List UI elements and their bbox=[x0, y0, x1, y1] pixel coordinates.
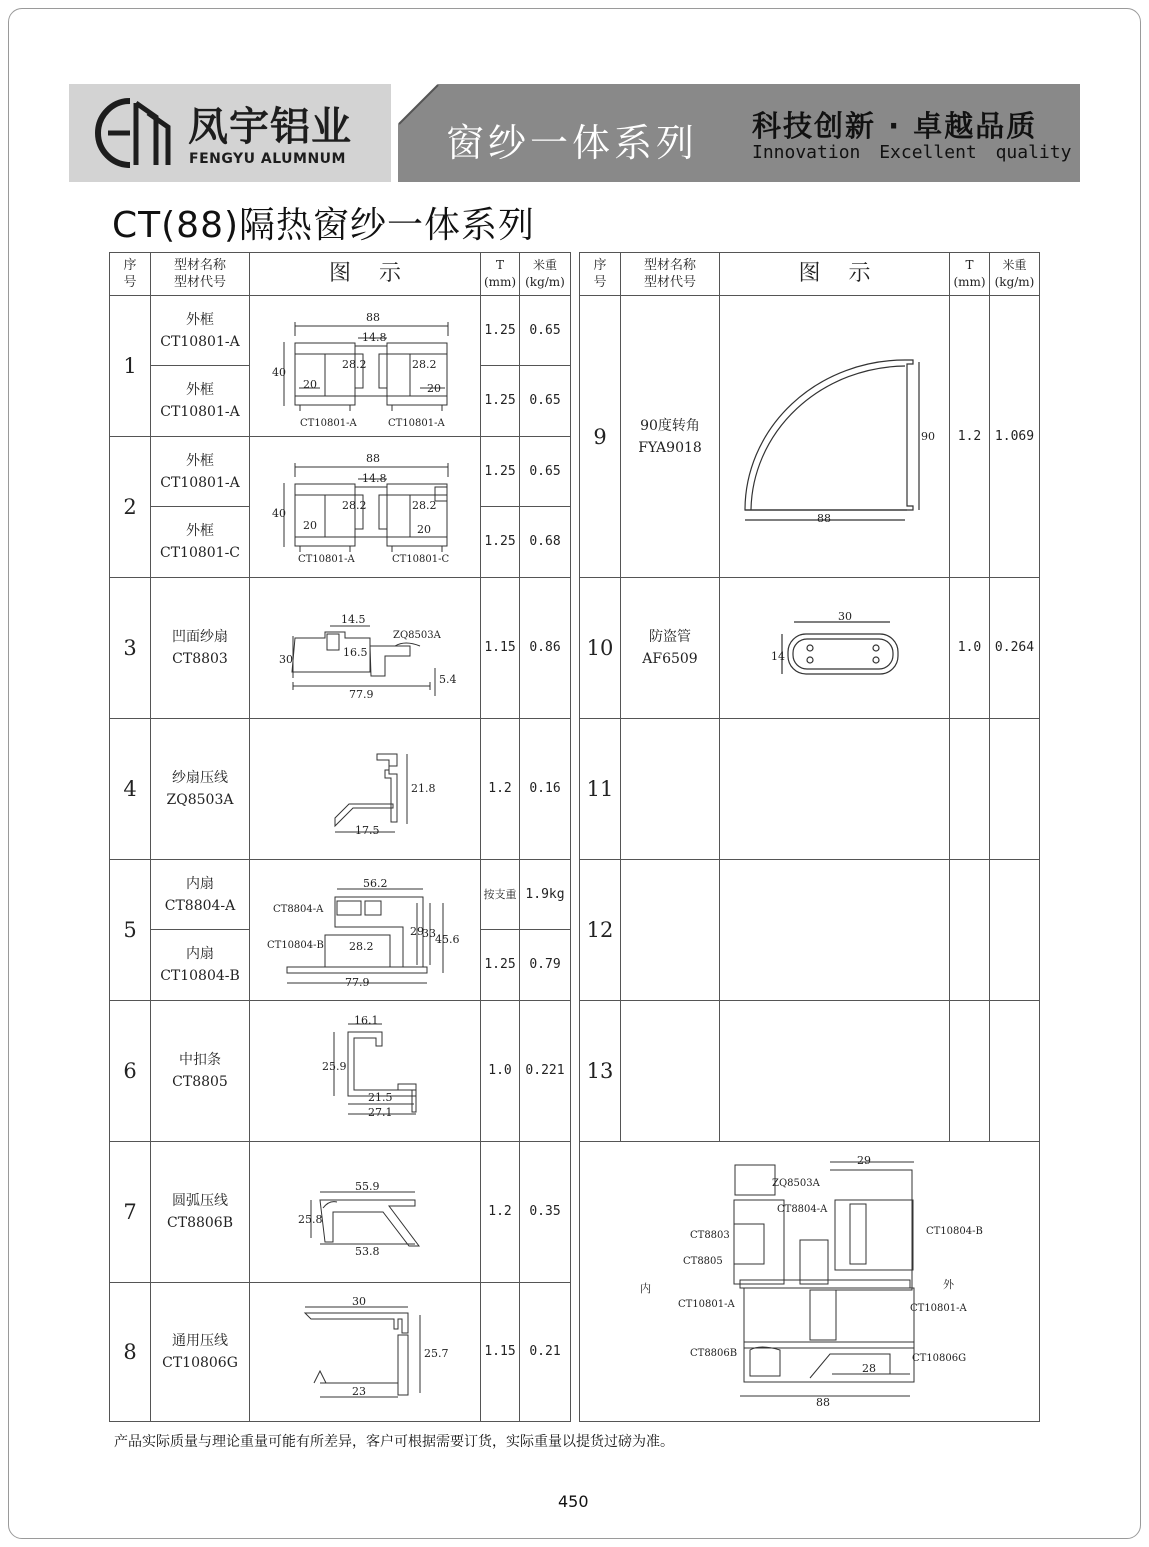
weight-value: 0.65 bbox=[520, 366, 570, 437]
profile-name: 外框 bbox=[186, 382, 214, 398]
dim-label: 28.2 bbox=[342, 499, 367, 512]
row-seq: 4 bbox=[110, 719, 151, 860]
profile-name-cell bbox=[621, 296, 720, 578]
profile-name-cell bbox=[151, 1142, 250, 1283]
profile-label: CT10804-B bbox=[267, 940, 324, 951]
dim-label: 20 bbox=[303, 378, 317, 391]
weight-value: 0.79 bbox=[520, 930, 570, 1001]
dim-label: 5.4 bbox=[439, 673, 457, 686]
profile-code: CT10804-B bbox=[160, 968, 240, 984]
dim-label: 27.1 bbox=[368, 1106, 393, 1119]
weight-value: 1.9kg bbox=[520, 860, 570, 930]
profile-name: 通用压线 bbox=[172, 1333, 228, 1349]
dim-label: 25.9 bbox=[322, 1060, 347, 1073]
profile-code: CT8805 bbox=[172, 1074, 228, 1090]
dim-label: 88 bbox=[366, 311, 380, 324]
page-title: CT(88)隔热窗纱一体系列 bbox=[112, 205, 536, 246]
dim-label: 21.8 bbox=[411, 782, 436, 795]
dim-label: 55.9 bbox=[355, 1180, 380, 1193]
thickness-value: 1.15 bbox=[481, 578, 520, 719]
profile-name-cell bbox=[151, 578, 250, 719]
figure-ct8806b bbox=[295, 1178, 435, 1258]
dim-label: 28.2 bbox=[349, 940, 374, 953]
assembly-label: CT8804-A bbox=[777, 1204, 828, 1215]
row-seq: 2 bbox=[110, 437, 151, 578]
profile-name-cell bbox=[151, 437, 250, 507]
assembly-label: CT8806B bbox=[690, 1348, 738, 1359]
profile-name: 外框 bbox=[186, 452, 214, 469]
profile-name: 90度转角 bbox=[640, 417, 700, 434]
thickness-value: 1.2 bbox=[481, 719, 520, 860]
weight-value: 0.221 bbox=[520, 1001, 570, 1142]
row-seq: 9 bbox=[580, 296, 621, 578]
brand-logo-icon bbox=[100, 97, 174, 169]
assembly-label: CT10806G bbox=[912, 1353, 967, 1364]
row-seq: 11 bbox=[580, 719, 621, 860]
profile-code: CT10801-C bbox=[159, 545, 241, 561]
profile-name: 内扇 bbox=[186, 946, 214, 962]
figure-af6509 bbox=[768, 608, 908, 690]
slogan-cn: 科技创新 · 卓越品质 bbox=[752, 109, 1038, 143]
row-seq: 8 bbox=[110, 1283, 151, 1421]
dim-label: 45.6 bbox=[435, 933, 460, 946]
header-figure: 图 示 bbox=[250, 253, 481, 296]
profile-name: 中扣条 bbox=[179, 1052, 221, 1068]
weight-value: 1.069 bbox=[990, 296, 1039, 578]
profile-name: 凹面纱扇 bbox=[172, 629, 228, 645]
header-figure: 图 示 bbox=[720, 253, 950, 296]
page-number: 450 bbox=[558, 1492, 589, 1511]
thickness-value: 1.25 bbox=[481, 437, 520, 507]
figure-cell bbox=[720, 860, 950, 1001]
header-weight: 米重 (kg/m) bbox=[520, 253, 570, 296]
profile-name-cell bbox=[621, 719, 720, 860]
profile-label: CT8804-A bbox=[273, 904, 324, 915]
profile-label: CT10801-A bbox=[300, 418, 357, 429]
profile-code: CT10801-A bbox=[160, 474, 240, 491]
profile-name-cell bbox=[151, 366, 250, 437]
header-thickness: T (mm) bbox=[950, 253, 990, 296]
thickness-value: 1.2 bbox=[950, 296, 990, 578]
figure-zq8503a bbox=[325, 748, 435, 840]
weight-value bbox=[990, 719, 1039, 860]
dim-label: 16.5 bbox=[343, 646, 368, 659]
dim-label: 40 bbox=[272, 507, 286, 520]
weight-value: 0.65 bbox=[520, 296, 570, 366]
thickness-value: 按支重 bbox=[481, 860, 520, 930]
profile-code: FYA9018 bbox=[638, 439, 702, 456]
profile-name: 纱扇压线 bbox=[172, 770, 228, 786]
assembly-side-in: 内 bbox=[640, 1282, 651, 1295]
profile-name: 外框 bbox=[186, 523, 214, 539]
thickness-value bbox=[950, 860, 990, 1001]
dim-label: 40 bbox=[272, 366, 286, 379]
weight-value: 0.65 bbox=[520, 437, 570, 507]
dim-label: 28.2 bbox=[412, 499, 437, 512]
thickness-value bbox=[950, 1001, 990, 1142]
header-weight: 米重 (kg/m) bbox=[990, 253, 1039, 296]
profile-code: AF6509 bbox=[642, 651, 698, 667]
profile-label: ZQ8503A bbox=[393, 630, 441, 641]
brand-name-cn: 凤宇铝业 bbox=[188, 104, 352, 150]
profile-name-cell bbox=[151, 860, 250, 930]
thickness-value bbox=[950, 719, 990, 860]
profile-label: CT10801-C bbox=[392, 554, 450, 565]
dim-label: 29 bbox=[857, 1154, 871, 1167]
dim-label: 30 bbox=[352, 1295, 366, 1308]
header-thickness: T (mm) bbox=[481, 253, 520, 296]
dim-label: 33 bbox=[422, 927, 436, 940]
header-name: 型材名称 型材代号 bbox=[621, 253, 720, 296]
profile-label: CT10801-A bbox=[388, 418, 445, 429]
thickness-value: 1.25 bbox=[481, 296, 520, 366]
weight-value: 0.68 bbox=[520, 507, 570, 578]
figure-assembly-section bbox=[630, 1150, 1010, 1408]
row-seq: 7 bbox=[110, 1142, 151, 1283]
header-name: 型材名称 型材代号 bbox=[151, 253, 250, 296]
profile-name-cell bbox=[151, 719, 250, 860]
profile-name-cell bbox=[151, 296, 250, 366]
weight-value: 0.264 bbox=[990, 578, 1039, 719]
dim-label: 90 bbox=[921, 430, 935, 443]
profile-code: CT8804-A bbox=[164, 897, 236, 914]
weight-value bbox=[990, 1001, 1039, 1142]
assembly-label: CT8803 bbox=[690, 1230, 730, 1241]
dim-label: 28.2 bbox=[342, 358, 367, 371]
dim-label: 20 bbox=[303, 519, 317, 532]
profile-code: CT8806B bbox=[167, 1215, 233, 1231]
row-seq: 13 bbox=[580, 1001, 621, 1142]
weight-value bbox=[990, 860, 1039, 1001]
profile-name: 圆弧压线 bbox=[172, 1193, 228, 1209]
thickness-value: 1.25 bbox=[481, 366, 520, 437]
dim-label: 88 bbox=[817, 512, 831, 525]
dim-label: 25.8 bbox=[298, 1213, 323, 1226]
dim-label: 88 bbox=[366, 452, 380, 465]
profile-name-cell bbox=[151, 1283, 250, 1421]
profile-code: ZQ8503A bbox=[166, 792, 234, 808]
dim-label: 20 bbox=[427, 382, 441, 395]
dim-label: 14.8 bbox=[362, 331, 387, 344]
profile-name-cell bbox=[151, 1001, 250, 1142]
dim-label: 77.9 bbox=[349, 688, 374, 701]
dim-label: 77.9 bbox=[345, 976, 370, 989]
thickness-value: 1.25 bbox=[481, 930, 520, 1001]
figure-ct8803 bbox=[275, 608, 465, 708]
dim-label: 17.5 bbox=[355, 824, 380, 837]
profile-name: 内扇 bbox=[186, 875, 214, 892]
row-seq: 6 bbox=[110, 1001, 151, 1142]
dim-label: 30 bbox=[279, 653, 293, 666]
dim-label: 28.2 bbox=[412, 358, 437, 371]
series-title: 窗纱一体系列 bbox=[446, 121, 699, 165]
dim-label: 56.2 bbox=[363, 877, 388, 890]
figure-ct10806g bbox=[300, 1295, 449, 1407]
profile-code: CT10806G bbox=[162, 1355, 238, 1371]
dim-label: 29 bbox=[410, 925, 424, 938]
figure-cell bbox=[720, 719, 950, 860]
row-seq: 1 bbox=[110, 296, 151, 437]
thickness-value: 1.15 bbox=[481, 1283, 520, 1421]
dim-label: 88 bbox=[816, 1396, 830, 1409]
profile-name: 防盗管 bbox=[649, 629, 691, 645]
dim-label: 23 bbox=[352, 1385, 366, 1398]
thickness-value: 1.2 bbox=[481, 1142, 520, 1283]
dim-label: 14.8 bbox=[362, 472, 387, 485]
thickness-value: 1.25 bbox=[481, 507, 520, 578]
row-seq: 12 bbox=[580, 860, 621, 1001]
dim-label: 25.7 bbox=[424, 1347, 449, 1360]
slogan-en: Innovation Excellent quality bbox=[752, 142, 1072, 163]
profile-name-cell bbox=[621, 1001, 720, 1142]
brand-name-en: FENGYU ALUMNUM bbox=[189, 151, 346, 167]
profile-name-cell bbox=[621, 578, 720, 719]
assembly-label: CT10804-B bbox=[926, 1226, 983, 1237]
footer-note: 产品实际质量与理论重量可能有所差异，客户可根据需要订货，实际重量以提货过磅为准。 bbox=[114, 1434, 674, 1450]
assembly-label: CT10801-A bbox=[910, 1303, 967, 1314]
dim-label: 14 bbox=[771, 650, 785, 663]
thickness-value: 1.0 bbox=[950, 578, 990, 719]
row-seq: 10 bbox=[580, 578, 621, 719]
header-seq: 序 号 bbox=[580, 253, 621, 296]
profile-label: CT10801-A bbox=[298, 554, 355, 565]
profile-name: 外框 bbox=[186, 311, 214, 328]
header-seq: 序 号 bbox=[110, 253, 151, 296]
profile-name-cell bbox=[151, 507, 250, 578]
figure-ct8805 bbox=[318, 1012, 428, 1122]
dim-label: 14.5 bbox=[341, 613, 366, 626]
weight-value: 0.35 bbox=[520, 1142, 570, 1283]
dim-label: 28 bbox=[862, 1362, 876, 1375]
dim-label: 16.1 bbox=[354, 1014, 379, 1027]
thickness-value: 1.0 bbox=[481, 1001, 520, 1142]
assembly-label: CT8805 bbox=[683, 1256, 723, 1267]
dim-label: 20 bbox=[417, 523, 431, 536]
assembly-label: ZQ8503A bbox=[772, 1178, 820, 1189]
profile-code: CT10801-A bbox=[160, 404, 240, 420]
dim-label: 30 bbox=[838, 610, 852, 623]
profile-name-cell bbox=[621, 860, 720, 1001]
dim-label: 53.8 bbox=[355, 1245, 380, 1258]
weight-value: 0.86 bbox=[520, 578, 570, 719]
row-seq: 3 bbox=[110, 578, 151, 719]
figure-ct10801-pair-a bbox=[270, 306, 460, 436]
row-seq: 5 bbox=[110, 860, 151, 1001]
assembly-side-out: 外 bbox=[943, 1278, 954, 1291]
figure-cell bbox=[720, 1001, 950, 1142]
weight-value: 0.21 bbox=[529, 1344, 561, 1359]
figure-ct10801-pair-b bbox=[270, 447, 460, 577]
profile-code: CT10801-A bbox=[160, 333, 240, 350]
assembly-label: CT10801-A bbox=[678, 1299, 735, 1310]
dim-label: 21.5 bbox=[368, 1091, 393, 1104]
profile-name-cell bbox=[151, 930, 250, 1001]
band-corner-divider bbox=[398, 84, 444, 130]
figure-fya9018 bbox=[735, 350, 935, 530]
weight-value: 0.16 bbox=[520, 719, 570, 860]
profile-code: CT8803 bbox=[172, 651, 228, 667]
figure-ct8804-ct10804 bbox=[265, 875, 465, 990]
